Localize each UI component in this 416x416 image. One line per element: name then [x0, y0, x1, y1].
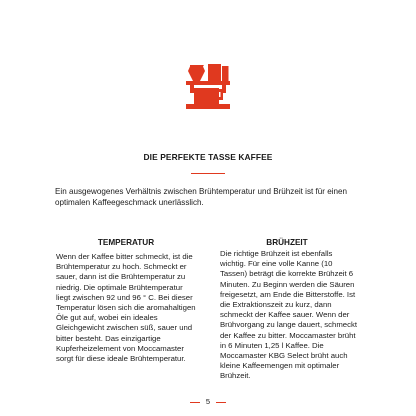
footer-rule-right [216, 402, 226, 403]
coffee-machine-icon [178, 58, 238, 114]
title-divider [191, 173, 225, 174]
temperature-heading: TEMPERATUR [97, 238, 155, 247]
temperature-text: Wenn der Kaffee bitter schmeckt, ist die Brühtemperatur zu hoch. Schmeckt er sauer, dann ist die Brühtemperatur zu niedrig. Die optimale Brühtemperatur liegt zwischen 92 und 96 ° C. Bei dieser Temperatur lösen sich die aromahaltigen Öle gut auf, wobei ein ideales Gleichgewicht zwischen süß, sauer und bitter besteht. Das einzigartige Kupferheizelement von Moccamaster sorgt für diese ideale Brühtemperatur. [56, 252, 196, 364]
brewing-time-heading: BRÜHZEIT [266, 238, 308, 247]
brewing-time-text: Die richtige Brühzeit ist ebenfalls wichtig. Für eine volle Kanne (10 Tassen) beträgt die korrekte Brühzeit 6 Minuten. Zu Beginn werden die Säuren freigesetzt, am Ende die Bitterstoffe. Ist die Extraktionszeit zu kurz, dann schmeckt der Kaffee sauer. Wenn der Brühvorgang zu lange dauert, schmeckt der Kaffee zu bitter. Moccamaster brüht in 6 Minuten 1,25 l Kaffee. Die Moccamaster KBG Select brüht auch kleine Kaffeemengen mit optimaler Brühzeit. [220, 249, 357, 381]
footer-rule-left [190, 402, 200, 403]
page-title: DIE PERFEKTE TASSE KAFFEE [143, 152, 273, 162]
page-footer [0, 397, 416, 407]
page-number: 5 [205, 397, 211, 406]
intro-text: Ein ausgewogenes Verhältnis zwischen Brühtemperatur und Brühzeit ist für einen optimalen Kaffeegeschmack unerlässlich. [55, 187, 347, 207]
